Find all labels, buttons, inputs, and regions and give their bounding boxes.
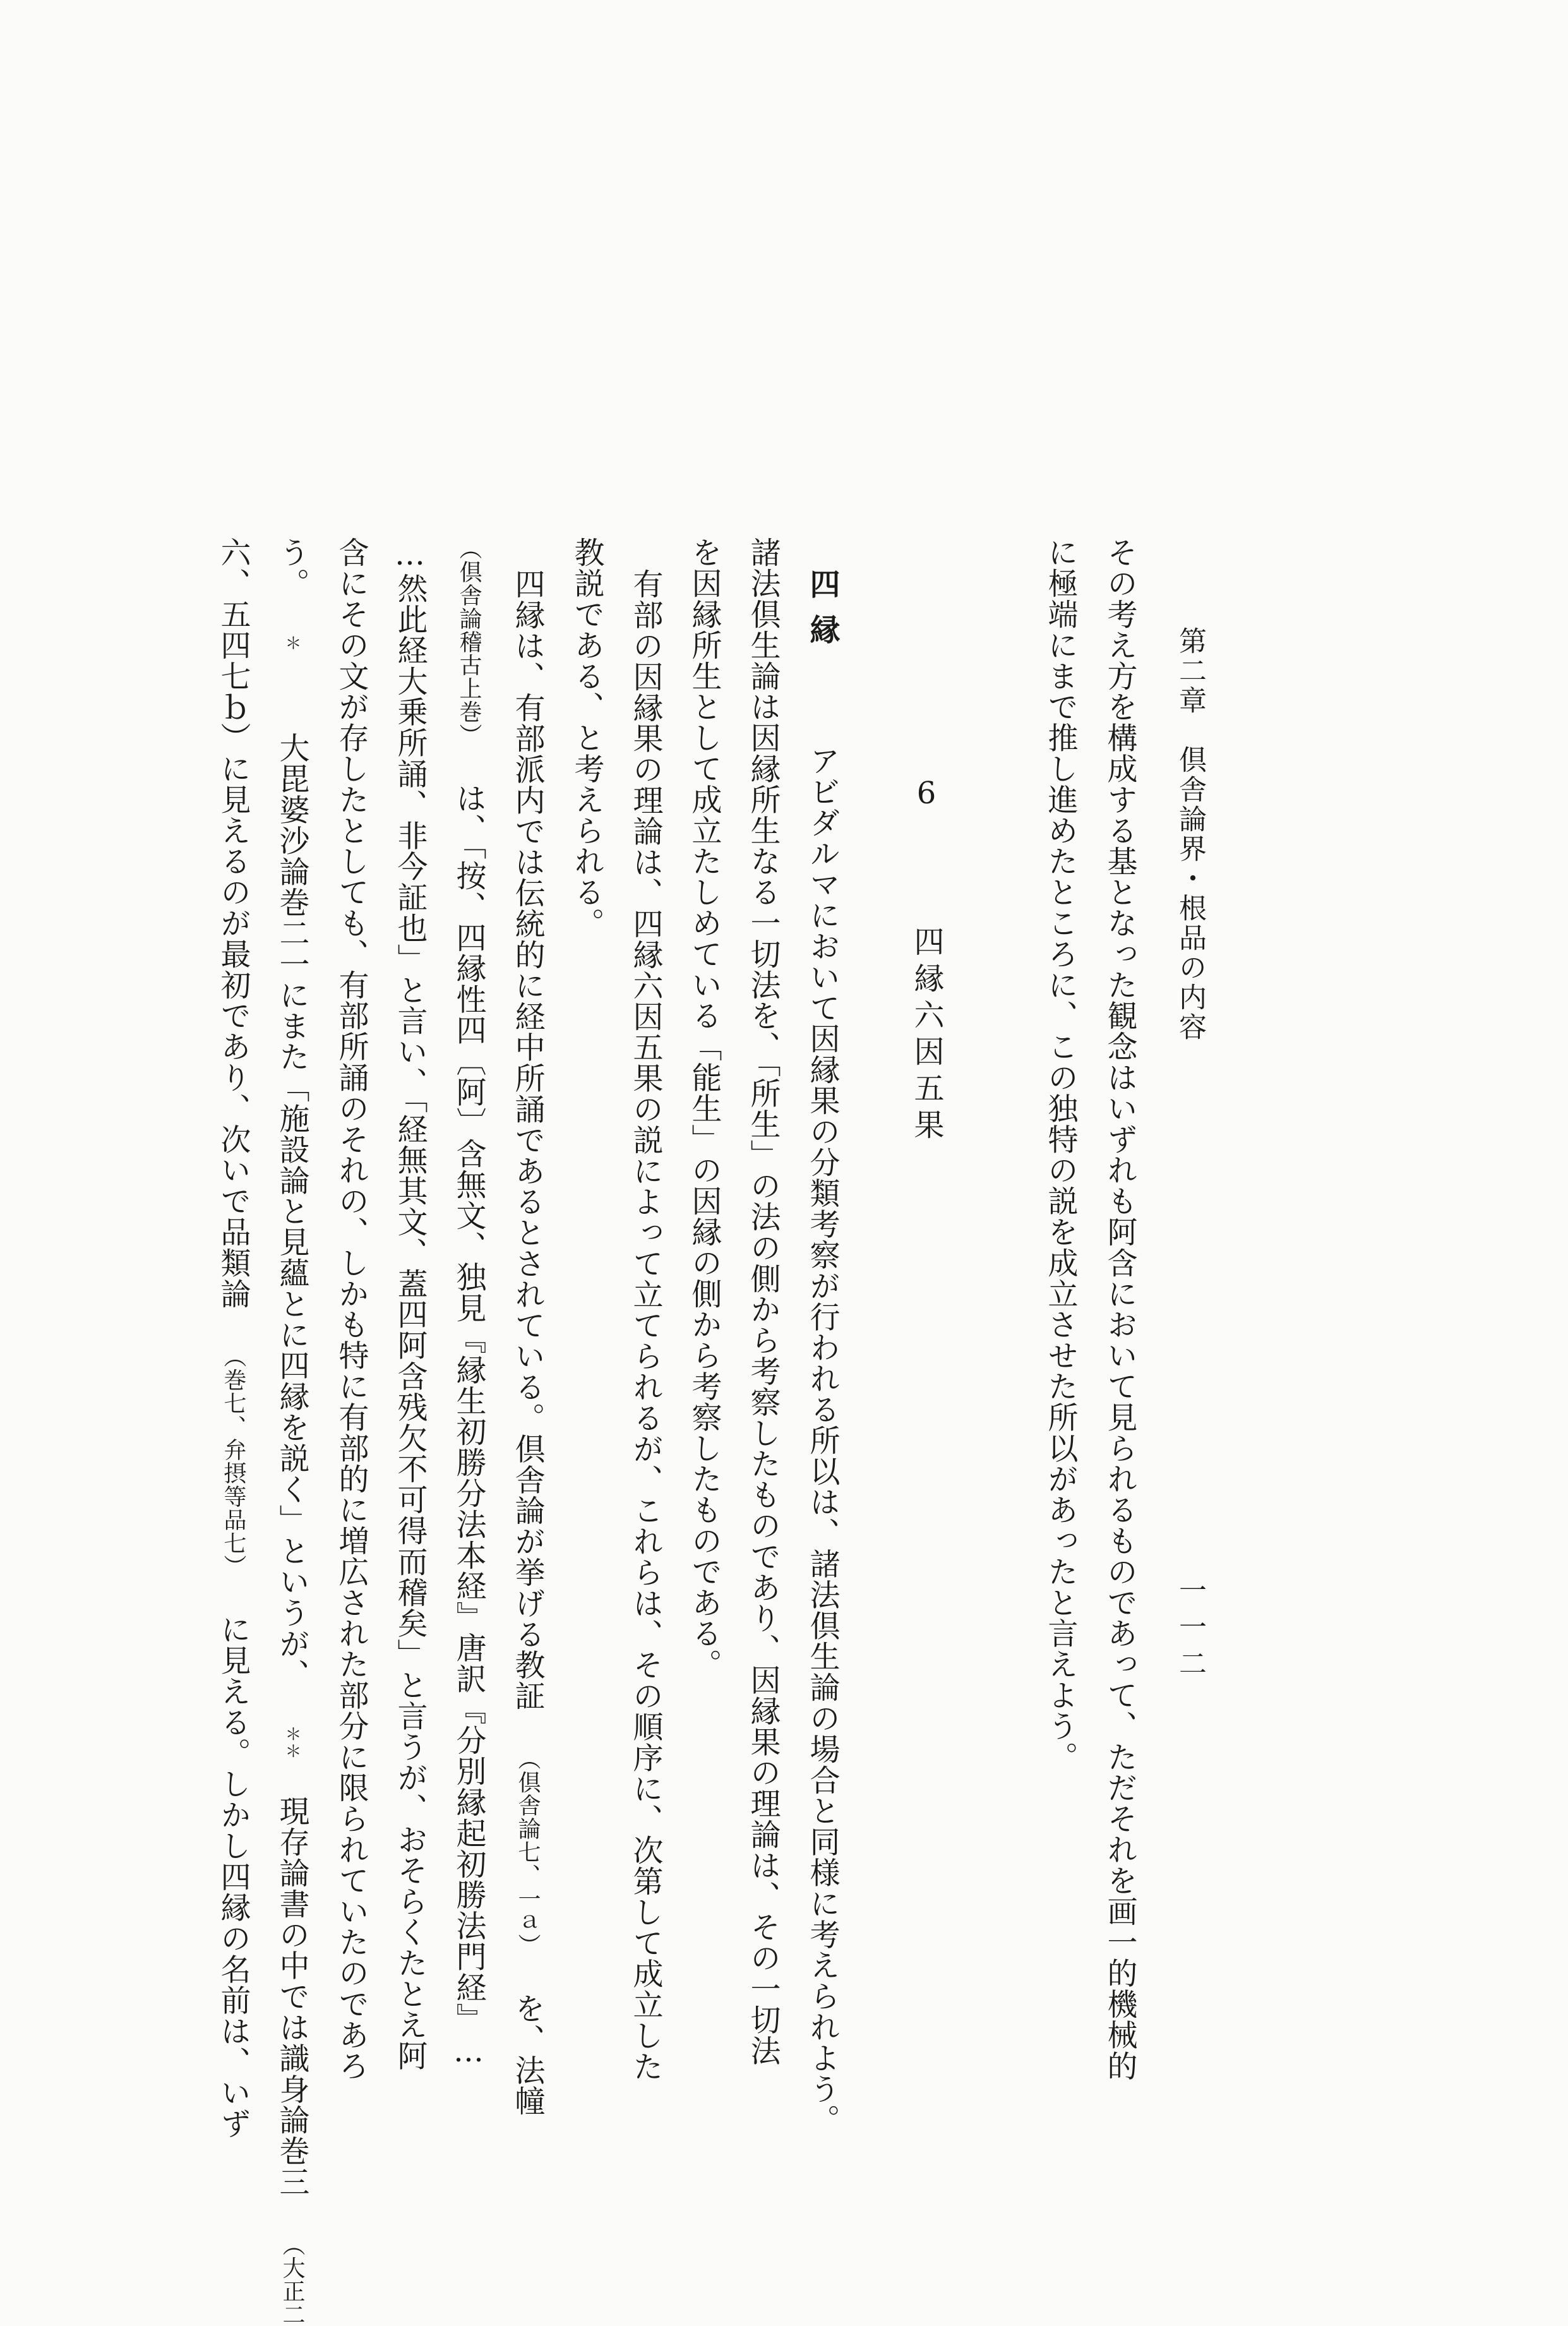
lead-term: 四縁	[805, 568, 840, 659]
citation-hinrui: （巻七、弁摂等品七）	[220, 1345, 246, 1578]
running-header: 第二章 倶舎論界・根品の内容	[1174, 626, 1206, 1042]
text-column-7: 教説である、と考えられる。	[569, 537, 604, 938]
text-column-9	[453, 537, 484, 2070]
text-column-13-tail: に見える。しかし四縁の名前は、いず	[215, 1614, 251, 2139]
text-column-3	[805, 568, 840, 2135]
text-column-12-u: う。	[274, 537, 309, 599]
text-column-1: その考え方を構成する基となった観念はいずれも阿含において見られるものであって、ただそれを画一的機械的	[1102, 537, 1137, 2081]
text-column-2: に極端にまで推し進めたところに、この独特の説を成立させた所以があったと言えよう。	[1043, 537, 1078, 1772]
text-column-6: 有部の因縁果の理論は、四縁六因五果の説によって立てられるが、これらは、その順序に、次第して成立した	[628, 568, 663, 2082]
text-column-8	[510, 568, 545, 2116]
text-column-10: …然此経大乗所誦、非今証也」と言い、「経無其文、蓋四阿含残欠不可得而稽矣」と言うが、おそらくたとえ阿	[392, 537, 428, 2071]
text-column-11: 含にその文が存したとしても、有部所誦のそれの、しかも特に有部的に増広された部分に限られていたのであろ	[333, 537, 369, 2081]
text-column-8-body: 四縁は、有部派内では伝統的に経中所誦であるとされている。倶舎論が挙げる教証	[510, 568, 545, 1712]
section-title: 四縁六因五果	[909, 926, 944, 1146]
citation-kushaaron-keiko: （倶舎論稽古上巻）	[456, 537, 482, 747]
footnote-marker-1: ＊	[282, 634, 301, 652]
text-column-12	[274, 537, 309, 2326]
citation-taisho: （大正二	[279, 2233, 305, 2326]
text-column-5: を因縁所生として成立たしめている「能生」の因縁の側から考察したものである。	[686, 537, 722, 1680]
text-column-13	[215, 537, 251, 2139]
section-heading	[911, 776, 942, 1146]
citation-kusha: （倶舎論七、一ａ）	[515, 1747, 541, 1957]
text-column-3-body: アビダルマにおいて因縁果の分類考察が行われる所以は、諸法倶生論の場合と同様に考えられよう。	[805, 745, 840, 2135]
text-column-12-tail: 現存論書の中では識身論巻三	[274, 1795, 309, 2197]
text-column-9-body: は、「按、四縁性四〔阿〕含無文、独見『縁生初勝分法本経』唐訳『分別縁起初勝法門経』…	[451, 782, 486, 2070]
section-number: 6	[909, 776, 944, 817]
text-column-13-body: 六、五四七ｂ）に見えるのが最初であり、次いで品類論	[215, 537, 251, 1309]
text-column-4: 諸法倶生論は因縁所生なる一切法を、「所生」の法の側から考察したものであり、因縁果の理論は、その一切法	[745, 537, 781, 2066]
text-column-12-body: 大毘婆沙論巻二一にまた「施設論と見蘊とに四縁を説く」というが、	[274, 732, 309, 1690]
page-number: 一一二	[1174, 1576, 1206, 1686]
text-column-8-tail: を、法幢	[510, 1993, 545, 2116]
footnote-marker-2: ＊＊	[282, 1725, 301, 1760]
